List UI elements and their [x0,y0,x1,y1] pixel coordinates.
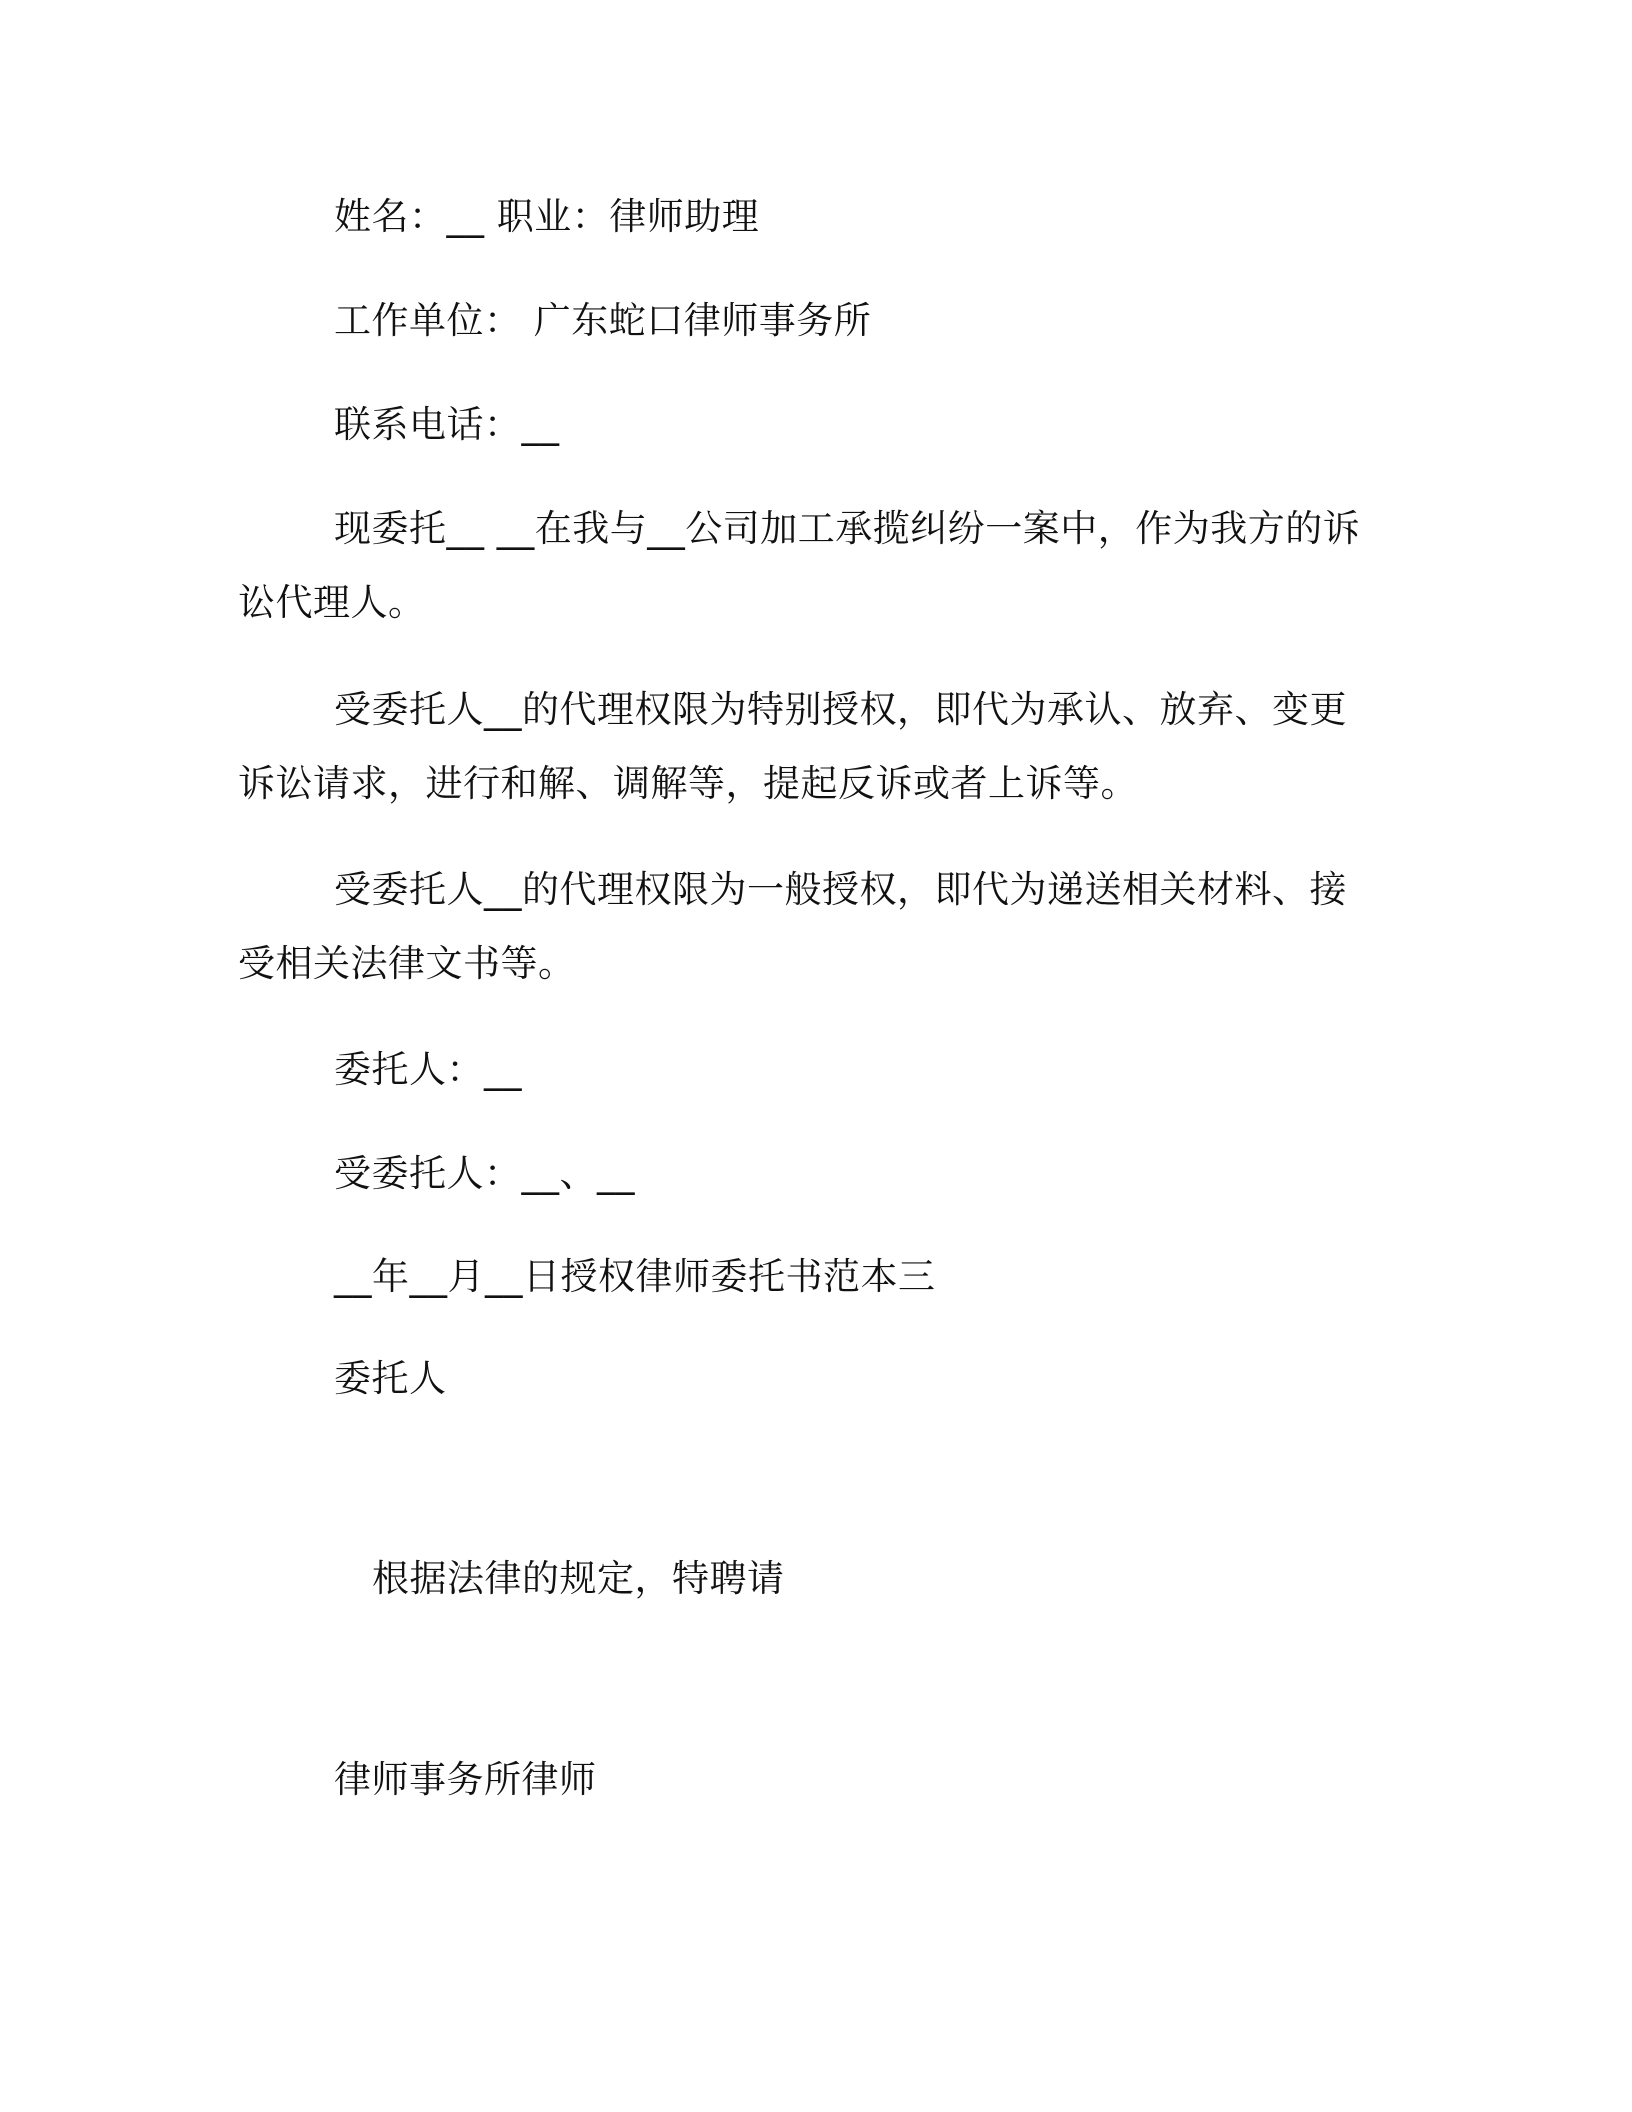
principal-line: 委托人：__ [334,1048,522,1091]
special-authority-paragraph: 受委托人__的代理权限为特别授权，即代为承认、放弃、变更诉讼请求，进行和解、调解等，提起反诉或者上诉等。 [238,688,1347,805]
general-authority-paragraph: 受委托人__的代理权限为一般授权，即代为递送相关材料、接受相关法律文书等。 [238,868,1347,985]
phone-line: 联系电话：__ [334,403,560,446]
date-title-line: __年__月__日授权律师委托书范本三 [334,1255,936,1298]
workplace-line: 工作单位： 广东蛇口律师事务所 [334,299,872,342]
law-firm-lawyer-line: 律师事务所律师 [334,1758,597,1801]
entrust-paragraph: 现委托__ __在我与__公司加工承揽纠纷一案中，作为我方的诉讼代理人。 [238,507,1361,624]
principal-label-line: 委托人 [334,1357,447,1400]
name-occupation-line: 姓名：__ 职业：律师助理 [334,195,760,238]
legal-basis-line: 根据法律的规定，特聘请 [372,1557,785,1600]
agents-line: 受委托人：__、__ [334,1152,635,1195]
